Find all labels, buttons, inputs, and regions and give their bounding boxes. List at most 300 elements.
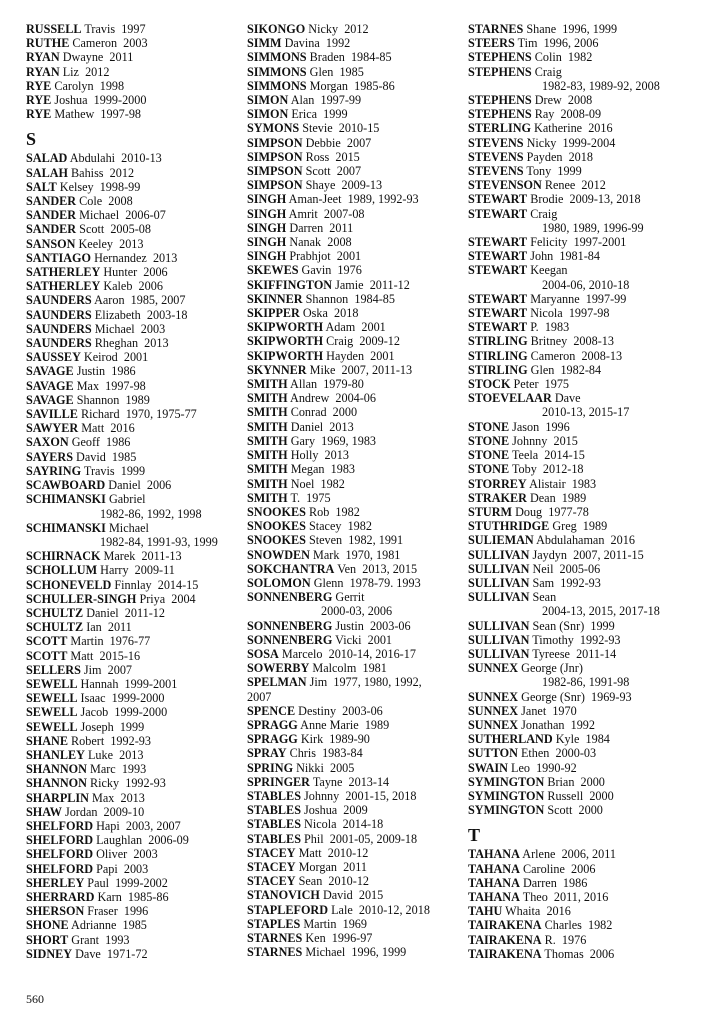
entry-given-name: Richard	[81, 407, 120, 422]
index-entry	[247, 107, 461, 121]
entry-given-name: Felicity	[530, 235, 568, 250]
index-entry	[468, 576, 704, 590]
entry-years: 1999	[323, 107, 348, 122]
entry-surname: SHARPLIN	[26, 790, 89, 805]
entry-years: 1976-77	[109, 634, 151, 649]
entry-surname: RYAN	[26, 64, 60, 79]
index-entry	[247, 817, 461, 831]
entry-surname: SHONE	[26, 918, 69, 933]
entry-years: 2013	[329, 419, 354, 434]
entry-given-name: Sean	[532, 590, 557, 605]
index-entry	[26, 322, 240, 336]
entry-surname: SAVILLE	[26, 407, 78, 422]
entry-years: 1989, 1992-93	[347, 192, 419, 207]
entry-given-name: Max	[92, 790, 115, 805]
entry-years: 1989	[582, 519, 608, 534]
entry-years: 2004-06	[335, 391, 376, 406]
entry-given-name: Tim	[517, 36, 538, 51]
index-entry	[247, 164, 461, 178]
index-entry	[26, 107, 240, 121]
entry-surname: SINGH	[247, 206, 287, 221]
index-entry	[468, 107, 704, 121]
entry-given-name: Amrit	[288, 206, 318, 221]
entry-surname: STORREY	[468, 476, 527, 491]
entry-surname: STARNES	[247, 931, 303, 945]
index-entry	[26, 663, 240, 677]
entry-years: 2016	[546, 904, 571, 919]
index-entry	[247, 860, 461, 874]
entry-given-name: Harry	[100, 563, 129, 578]
index-entry	[26, 180, 240, 194]
entry-surname: SAVAGE	[26, 392, 74, 407]
index-entry	[468, 249, 704, 263]
entry-surname: SYMONS	[247, 121, 300, 136]
entry-surname: SONNENBERG	[247, 590, 333, 605]
entry-years: 1999	[120, 463, 146, 478]
entry-years: 1996, 2006	[543, 36, 599, 51]
entry-given-name: Lale	[331, 902, 353, 917]
entry-surname: STIRLING	[468, 334, 528, 349]
index-entry	[247, 661, 461, 675]
entry-surname: STEWART	[468, 235, 528, 250]
entry-given-name: Katherine	[534, 121, 583, 136]
entry-years: 1970	[552, 703, 577, 718]
entry-years: 2016	[110, 421, 135, 436]
index-entry	[26, 65, 240, 79]
entry-given-name: Nicky	[526, 135, 557, 150]
index-entry	[468, 732, 704, 746]
entry-given-name: Craig	[326, 334, 354, 349]
entry-years: 2003-06	[342, 703, 383, 718]
entry-years: 1997-98	[568, 306, 610, 321]
index-entry	[26, 620, 240, 634]
entry-surname: STOEVELAAR	[468, 391, 552, 406]
entry-given-name: Tyreese	[532, 646, 570, 661]
entry-surname: SHELFORD	[26, 861, 94, 876]
entry-given-name: Gary	[290, 433, 316, 448]
entry-years: 1985	[111, 449, 137, 464]
entry-given-name: Nikki	[296, 760, 324, 775]
entry-surname: SCHONEVELD	[26, 577, 112, 592]
index-entry	[468, 150, 704, 164]
entry-given-name: Shane	[526, 22, 557, 36]
entry-given-name: Joshua	[304, 803, 338, 818]
entry-surname: SNOWDEN	[247, 547, 310, 562]
entry-years: 2010-15	[338, 121, 380, 136]
entry-surname: SELLERS	[26, 662, 81, 677]
entry-years: 2010-13	[121, 151, 162, 166]
index-entry	[247, 732, 461, 746]
entry-surname: SCAWBOARD	[26, 478, 106, 493]
entry-surname: SOSA	[247, 646, 279, 661]
index-entry	[468, 207, 704, 235]
entry-years: 1981-84	[559, 249, 600, 264]
entry-years: 2013, 2015	[362, 561, 418, 576]
entry-given-name: Hernandez	[94, 250, 147, 265]
entry-surname: SPRAGG	[247, 717, 298, 732]
index-entry	[247, 249, 461, 263]
entry-surname: SUTHERLAND	[468, 732, 553, 747]
entry-surname: SINGH	[247, 220, 287, 235]
entry-given-name: Hapi	[96, 818, 120, 833]
entry-years: 2005-06	[559, 561, 601, 576]
entry-years: 1977, 1980, 1992, 2007	[247, 675, 422, 704]
entry-years: 1985-86	[127, 889, 169, 904]
entry-given-name: Greg	[552, 519, 577, 534]
entry-surname: SAWYER	[26, 421, 79, 436]
entry-years: 1986	[111, 364, 136, 379]
index-entry	[247, 278, 461, 292]
entry-given-name: Dwayne	[62, 50, 104, 65]
entry-surname: STACEY	[247, 874, 296, 889]
entry-given-name: George (Snr)	[521, 689, 585, 704]
entry-given-name: Theo	[522, 889, 548, 904]
entry-surname: TAHANA	[468, 875, 520, 890]
entry-years: 1999-2002	[115, 875, 168, 890]
index-entry	[468, 93, 704, 107]
entry-surname: STEWART	[468, 306, 528, 321]
entry-years: 2010-13, 2015-17	[542, 405, 630, 420]
entry-years: 2011-12	[369, 277, 410, 292]
index-entry	[26, 393, 240, 407]
entry-given-name: Gavin	[301, 263, 332, 278]
index-entry	[247, 136, 461, 150]
entry-surname: SHERSON	[26, 904, 85, 919]
index-entry	[468, 306, 704, 320]
index-entry	[468, 420, 704, 434]
entry-years: 1997-98	[105, 378, 146, 393]
entry-given-name: Sean (Snr)	[532, 618, 585, 633]
entry-given-name: Andrew	[290, 391, 330, 406]
entry-years: 2011	[107, 620, 132, 635]
entry-years: 2003-18	[146, 307, 188, 322]
entry-years: 1983	[330, 462, 355, 477]
entry-years: 2010-12	[328, 874, 370, 889]
entry-years: 1996	[123, 904, 149, 919]
entry-given-name: Prabhjot	[289, 249, 331, 264]
entry-given-name: Oliver	[96, 847, 128, 862]
entry-given-name: Payden	[526, 149, 563, 164]
index-entry	[26, 407, 240, 421]
index-entry	[468, 235, 704, 249]
entry-years: 1986	[106, 435, 131, 450]
entry-surname: RYE	[26, 107, 52, 122]
entry-years: 2014-15	[544, 448, 585, 463]
entry-surname: STEPHENS	[468, 64, 532, 79]
entry-given-name: T.	[290, 490, 301, 505]
entry-given-name: Mark	[313, 547, 340, 562]
entry-given-name: Whaita	[505, 904, 541, 919]
entry-years: 2004	[171, 591, 196, 606]
entry-surname: STABLES	[247, 788, 301, 803]
entry-years: 1996	[545, 419, 570, 434]
index-entry	[468, 363, 704, 377]
entry-given-name: Rheghan	[94, 336, 139, 351]
entry-given-name: Jason	[512, 419, 540, 434]
index-entry	[26, 464, 240, 478]
entry-surname: SCHIRNACK	[26, 549, 101, 564]
entry-given-name: Jordan	[64, 804, 98, 819]
entry-given-name: Jacob	[80, 705, 109, 720]
entry-given-name: Keegan	[530, 263, 568, 278]
entry-surname: SCHULLER-SINGH	[26, 591, 137, 606]
index-entry	[247, 874, 461, 888]
index-entry	[247, 846, 461, 860]
index-entry	[468, 505, 704, 519]
entry-years: 1969, 1983	[321, 433, 376, 448]
index-entry	[26, 691, 240, 705]
entry-years: 1983	[544, 320, 570, 335]
entry-surname: SAYERS	[26, 449, 73, 464]
entry-years: 1985	[339, 64, 364, 79]
entry-given-name: Allan	[290, 377, 318, 392]
index-entry	[468, 562, 704, 576]
index-entry	[468, 862, 704, 876]
entry-years: 2006	[143, 265, 168, 280]
entry-surname: SIMMONS	[247, 64, 307, 79]
index-entry	[247, 391, 461, 405]
entry-years: 2011, 2016	[553, 889, 609, 904]
entry-given-name: Steven	[308, 533, 343, 548]
index-entry	[247, 349, 461, 363]
index-entry	[247, 619, 461, 633]
entry-surname: STONE	[468, 419, 510, 434]
entry-years: 1983	[571, 476, 597, 491]
entry-given-name: Travis	[83, 463, 115, 478]
entry-surname: SKEWES	[247, 263, 299, 278]
entry-given-name: Aman-Jeet	[288, 192, 342, 207]
index-entry	[26, 36, 240, 50]
entry-surname: STERLING	[468, 121, 531, 136]
entry-surname: SIMPSON	[247, 178, 303, 193]
entry-surname: SEWELL	[26, 705, 78, 720]
entry-years: 2008	[327, 235, 352, 250]
index-entry	[468, 619, 704, 633]
entry-given-name: George (Jnr)	[521, 661, 583, 676]
index-entry	[26, 350, 240, 364]
entry-years: 1970, 1981	[345, 547, 401, 562]
entry-surname: STONE	[468, 433, 510, 448]
entry-surname: SHELFORD	[26, 818, 94, 833]
entry-given-name: Craig	[534, 64, 562, 79]
entry-years: 2008	[108, 194, 133, 209]
entry-given-name: Britney	[530, 334, 568, 349]
entry-given-name: Martin	[70, 634, 104, 649]
entry-surname: STEWART	[468, 192, 528, 207]
entry-given-name: Sam	[532, 575, 555, 590]
entry-years: 2016	[588, 121, 613, 136]
entry-years: 1997-2001	[573, 235, 627, 250]
entry-years: 2003	[123, 36, 148, 51]
entry-given-name: Glenn	[313, 575, 344, 590]
entry-surname: SIMON	[247, 93, 289, 108]
entry-given-name: Joshua	[54, 93, 88, 108]
entry-surname: STRAKER	[468, 490, 527, 505]
index-entry	[26, 890, 240, 904]
entry-surname: SKYNNER	[247, 362, 307, 377]
entry-surname: SHANNON	[26, 776, 87, 791]
entry-surname: SINGH	[247, 192, 287, 207]
index-entry	[26, 705, 240, 719]
entry-surname: SCOTT	[26, 648, 68, 663]
entry-surname: SAUNDERS	[26, 293, 92, 308]
entry-years: 2000	[589, 788, 614, 803]
entry-years: 1969-93	[591, 689, 632, 704]
index-entry	[247, 903, 461, 917]
entry-years: 1999-2001	[124, 676, 178, 691]
entry-years: 1996, 1999	[351, 945, 407, 960]
entry-given-name: Matt	[298, 845, 322, 860]
index-entry	[468, 462, 704, 476]
entry-years: 1984	[585, 732, 610, 747]
entry-given-name: Nicola	[304, 817, 337, 832]
entry-years: 1999-2000	[111, 691, 165, 706]
entry-surname: STONE	[468, 448, 510, 463]
entry-surname: SCHULTZ	[26, 605, 84, 620]
entry-given-name: Toby	[511, 462, 537, 477]
index-entry	[468, 590, 704, 618]
entry-surname: TAHANA	[468, 847, 520, 862]
index-entry	[26, 847, 240, 861]
entry-surname: SAVAGE	[26, 364, 74, 379]
index-entry	[26, 151, 240, 165]
index-entry	[26, 521, 240, 549]
index-entry	[468, 718, 704, 732]
entry-years: 2009-13	[341, 178, 383, 193]
entry-years: 1984-85	[350, 50, 392, 65]
entry-given-name: Michael	[79, 208, 120, 223]
entry-years: 2001	[361, 320, 386, 335]
entry-surname: STACEY	[247, 845, 296, 860]
entry-surname: SMITH	[247, 476, 288, 491]
index-entry	[26, 237, 240, 251]
index-entry	[247, 121, 461, 135]
entry-years: 1996-97	[331, 931, 373, 945]
index-entry	[247, 832, 461, 846]
index-entry	[468, 477, 704, 491]
index-entry	[247, 633, 461, 647]
index-entry	[26, 166, 240, 180]
entry-given-name: Johnny	[304, 788, 340, 803]
entry-given-name: Kirk	[300, 732, 324, 747]
entry-surname: SINGH	[247, 249, 287, 264]
index-entry	[26, 776, 240, 790]
entry-given-name: Hannah	[80, 676, 119, 691]
entry-given-name: Daniel	[290, 419, 324, 434]
entry-given-name: Ian	[86, 620, 102, 635]
entry-surname: SUNNEX	[468, 689, 519, 704]
entry-given-name: Morgan	[298, 859, 337, 874]
entry-given-name: Michael	[108, 520, 149, 535]
section-letter-heading: T	[468, 825, 481, 846]
index-entry	[26, 208, 240, 222]
entry-surname: STABLES	[247, 817, 301, 832]
index-entry	[26, 265, 240, 279]
entry-given-name: Russell	[547, 788, 584, 803]
index-entry	[247, 36, 461, 50]
entry-surname: STARNES	[468, 22, 524, 36]
entry-surname: STOCK	[468, 377, 511, 392]
entry-years: 1977-78	[548, 504, 589, 519]
entry-given-name: Kelsey	[59, 179, 94, 194]
entry-years: 1990-92	[536, 760, 577, 775]
entry-years: 2004-13, 2015, 2017-18	[542, 604, 660, 619]
entry-given-name: Anne Marie	[300, 717, 359, 732]
entry-years: 2010-12	[327, 845, 369, 860]
entry-surname: STABLES	[247, 831, 301, 846]
index-entry	[247, 221, 461, 235]
entry-surname: SHORT	[26, 932, 69, 947]
entry-years: 2001-05, 2009-18	[329, 831, 418, 846]
index-entry	[247, 548, 461, 562]
entry-years: 2006	[138, 279, 163, 294]
index-entry	[247, 675, 447, 703]
index-entry	[468, 491, 704, 505]
entry-years: 2011	[329, 220, 354, 235]
entry-years: 2008-13	[573, 334, 614, 349]
entry-years: 2007	[107, 662, 132, 677]
entry-years: 2018	[334, 306, 359, 321]
entry-given-name: P.	[530, 320, 539, 335]
entry-years: 2007, 2011-13	[341, 362, 413, 377]
entry-surname: SOKCHANTRA	[247, 561, 335, 576]
entry-years: 1983-84	[322, 746, 363, 761]
entry-years: 2006, 2011	[561, 847, 616, 862]
entry-given-name: Megan	[290, 462, 325, 477]
index-entry	[247, 931, 461, 945]
entry-given-name: Janet	[521, 703, 547, 718]
index-entry	[468, 136, 704, 150]
entry-surname: SAUSSEY	[26, 350, 81, 365]
index-entry	[26, 478, 240, 492]
entry-given-name: Nanak	[289, 235, 322, 250]
entry-surname: SHELFORD	[26, 833, 94, 848]
entry-surname: SIMPSON	[247, 135, 303, 150]
index-entry	[468, 192, 704, 206]
entry-given-name: Brian	[547, 774, 575, 789]
entry-years: 2013-14	[348, 774, 390, 789]
entry-years: 2012	[344, 22, 369, 36]
index-entry	[26, 634, 240, 648]
entry-surname: SCHULTZ	[26, 620, 84, 635]
entry-surname: SPELMAN	[247, 675, 307, 690]
entry-years: 1975	[544, 377, 570, 392]
entry-surname: SKIPPER	[247, 306, 300, 321]
entry-given-name: Karn	[97, 889, 122, 904]
entry-given-name: Keeley	[78, 236, 114, 251]
entry-years: 2015	[335, 149, 360, 164]
entry-surname: STEWART	[468, 249, 528, 264]
entry-surname: STARNES	[247, 945, 303, 960]
entry-surname: SAUNDERS	[26, 307, 92, 322]
entry-given-name: Marcelo	[281, 646, 323, 661]
entry-given-name: Ricky	[90, 776, 120, 791]
index-entry	[247, 207, 461, 221]
index-entry	[247, 377, 461, 391]
entry-surname: SONNENBERG	[247, 632, 333, 647]
entry-surname: SYMINGTON	[468, 803, 545, 818]
index-entry	[468, 448, 704, 462]
entry-given-name: Erica	[291, 107, 318, 122]
entry-years: 2012	[581, 178, 606, 193]
index-entry	[468, 761, 704, 775]
entry-given-name: Gabriel	[108, 492, 146, 507]
entry-years: 2006-09	[148, 833, 189, 848]
entry-surname: SMITH	[247, 405, 288, 420]
entry-surname: STEWART	[468, 291, 528, 306]
entry-surname: SONNENBERG	[247, 618, 333, 633]
entry-given-name: John	[530, 249, 554, 264]
